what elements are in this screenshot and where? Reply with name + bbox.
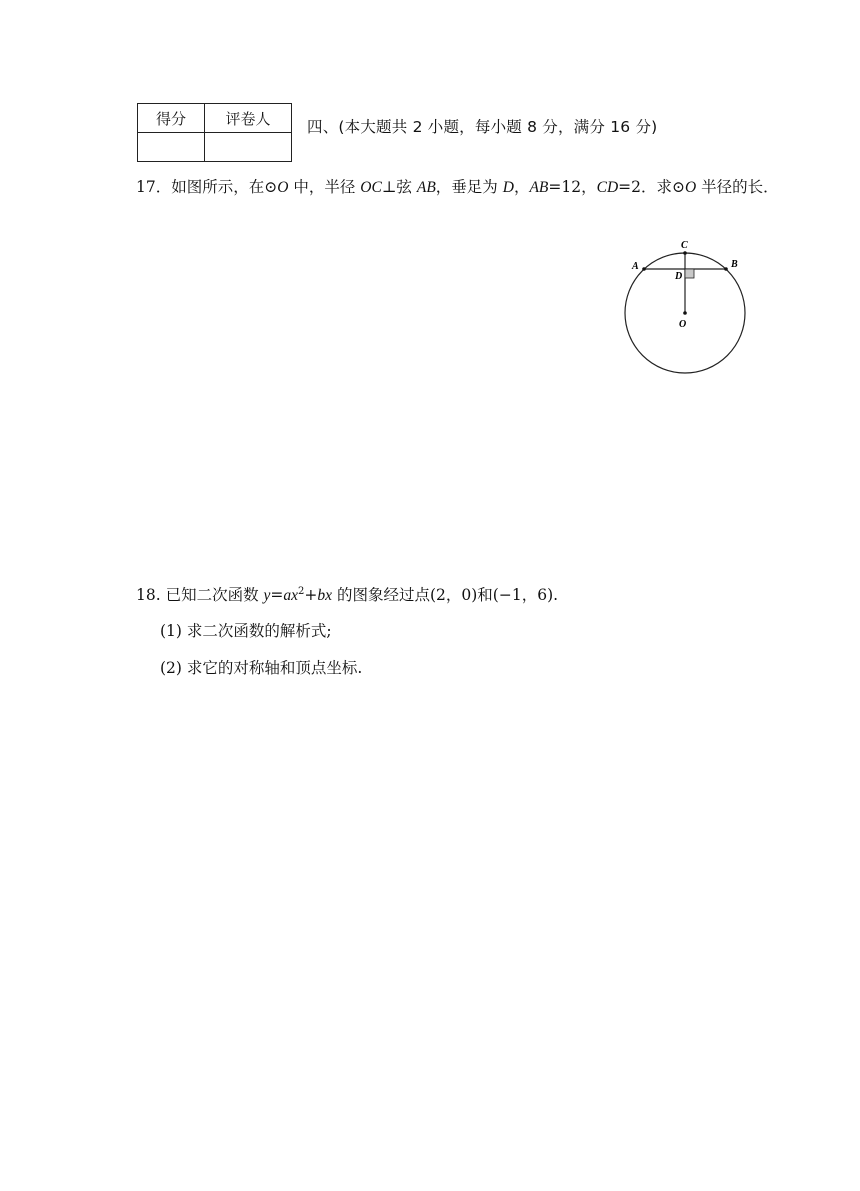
label-d: D: [675, 271, 683, 282]
question-17: 17．如图所示，在⊙O 中，半径 OC⊥弦 AB，垂足为 D，AB=12，CD=2．求⊙O 半径的长．: [136, 178, 779, 196]
score-table: [137, 103, 292, 162]
score-cell[interactable]: [138, 133, 205, 162]
point-a: [642, 267, 646, 271]
score-header: 得分: [138, 104, 205, 133]
q18-part-1: (1) 求二次函数的解析式;: [160, 622, 332, 640]
label-o: O: [679, 319, 687, 330]
point-o: [683, 311, 687, 315]
point-b: [724, 267, 728, 271]
label-a: A: [632, 261, 639, 272]
q17-number: 17．: [136, 178, 172, 196]
label-b: B: [731, 259, 738, 270]
q18-number: 18.: [136, 586, 161, 604]
section-title: 四、(本大题共 2 小题，每小题 8 分，满分 16 分): [307, 118, 658, 136]
question-18: 18. 已知二次函数 $y=ax^2+bx$ 的图象经过点(2，0)和(−1，6).: [136, 585, 559, 604]
point-c: [683, 251, 687, 255]
grader-header: 评卷人: [205, 104, 292, 133]
q18-part-2: (2) 求它的对称轴和顶点坐标.: [160, 659, 363, 677]
grader-cell[interactable]: [205, 133, 292, 162]
label-c: C: [681, 240, 688, 251]
right-angle-mark: [685, 269, 694, 278]
circle-figure: [600, 228, 770, 383]
